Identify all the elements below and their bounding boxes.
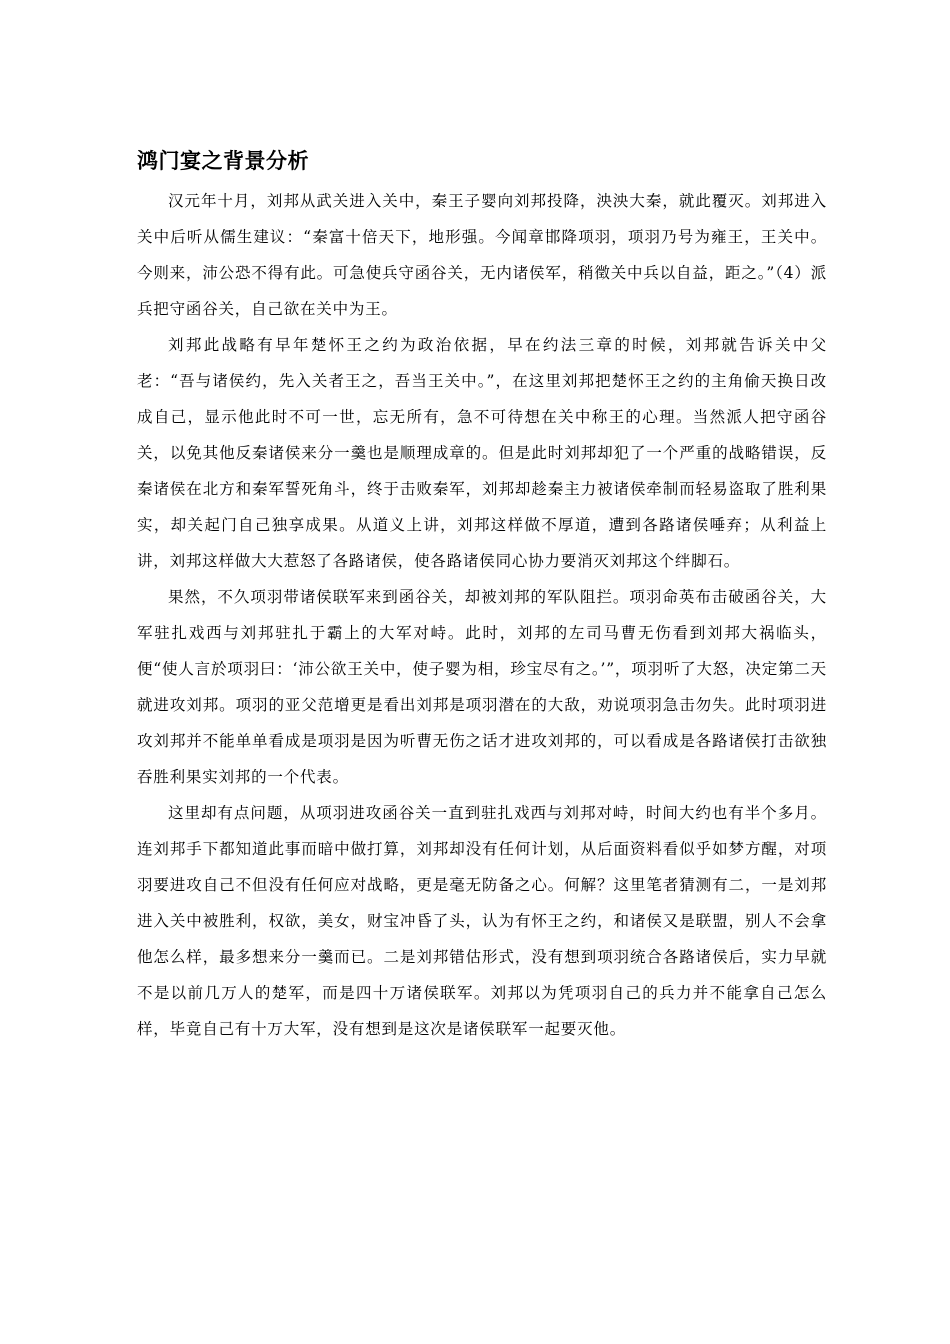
paragraph-1: 汉元年十月，刘邦从武关进入关中，秦王子婴向刘邦投降，泱泱大秦，就此覆灭。刘邦进入关中后听从儒生建议：“秦富十倍天下，地形强。今闻章邯降项羽，项羽乃号为雍王，王关中。今则来，沛公恐不得有此。可急使兵守函谷关，无内诸侯军，稍徵关中兵以自益，距之。”（4）派兵把守函谷关，自己欲在关中为王。 <box>137 192 827 318</box>
document-title: 鸿门宴之背景分析 <box>137 149 309 173</box>
paragraph-3: 果然，不久项羽带诸侯联军来到函谷关，却被刘邦的军队阻拦。项羽命英布击破函谷关，大军驻扎戏西与刘邦驻扎于霸上的大军对峙。此时，刘邦的左司马曹无伤看到刘邦大祸临头，便“使人言於项羽曰：‘沛公欲王关中，使子婴为相，珍宝尽有之。’”，项羽听了大怒，决定第二天就进攻刘邦。项羽的亚父范增更是看出刘邦是项羽潜在的大敌，劝说项羽急击勿失。此时项羽进攻刘邦并不能单单看成是项羽是因为听曹无伤之话才进攻刘邦的，可以看成是各路诸侯打击欲独吞胜利果实刘邦的一个代表。 <box>137 588 827 786</box>
paragraph-4: 这里却有点问题，从项羽进攻函谷关一直到驻扎戏西与刘邦对峙，时间大约也有半个多月。连刘邦手下都知道此事而暗中做打算，刘邦却没有任何计划，从后面资料看似乎如梦方醒，对项羽要进攻自己不但没有任何应对战略，更是毫无防备之心。何解？这里笔者猜测有二，一是刘邦进入关中被胜利，权欲，美女，财宝冲昏了头，认为有怀王之约，和诸侯又是联盟，别人不会拿他怎么样，最多想来分一羹而已。二是刘邦错估形式，没有想到项羽统合各路诸侯后，实力早就不是以前几万人的楚军，而是四十万诸侯联军。刘邦以为凭项羽自己的兵力并不能拿自己怎么样，毕竟自己有十万大军，没有想到是这次是诸侯联军一起要灭他。 <box>137 804 827 1038</box>
paragraph-2: 刘邦此战略有早年楚怀王之约为政治依据，早在约法三章的时候，刘邦就告诉关中父老：“吾与诸侯约，先入关者王之，吾当王关中。”，在这里刘邦把楚怀王之约的主角偷天换日改成自己，显示他此时不可一世，忘无所有，急不可待想在关中称王的心理。当然派人把守函谷关，以免其他反秦诸侯来分一羹也是顺理成章的。但是此时刘邦却犯了一个严重的战略错误，反秦诸侯在北方和秦军誓死角斗，终于击败秦军，刘邦却趁秦主力被诸侯牵制而轻易盗取了胜利果实，却关起门自己独享成果。从道义上讲，刘邦这样做不厚道，遭到各路诸侯唾弃；从利益上讲，刘邦这样做大大惹怒了各路诸侯，使各路诸侯同心协力要消灭刘邦这个绊脚石。 <box>137 336 827 570</box>
document-body <box>137 147 827 1047</box>
